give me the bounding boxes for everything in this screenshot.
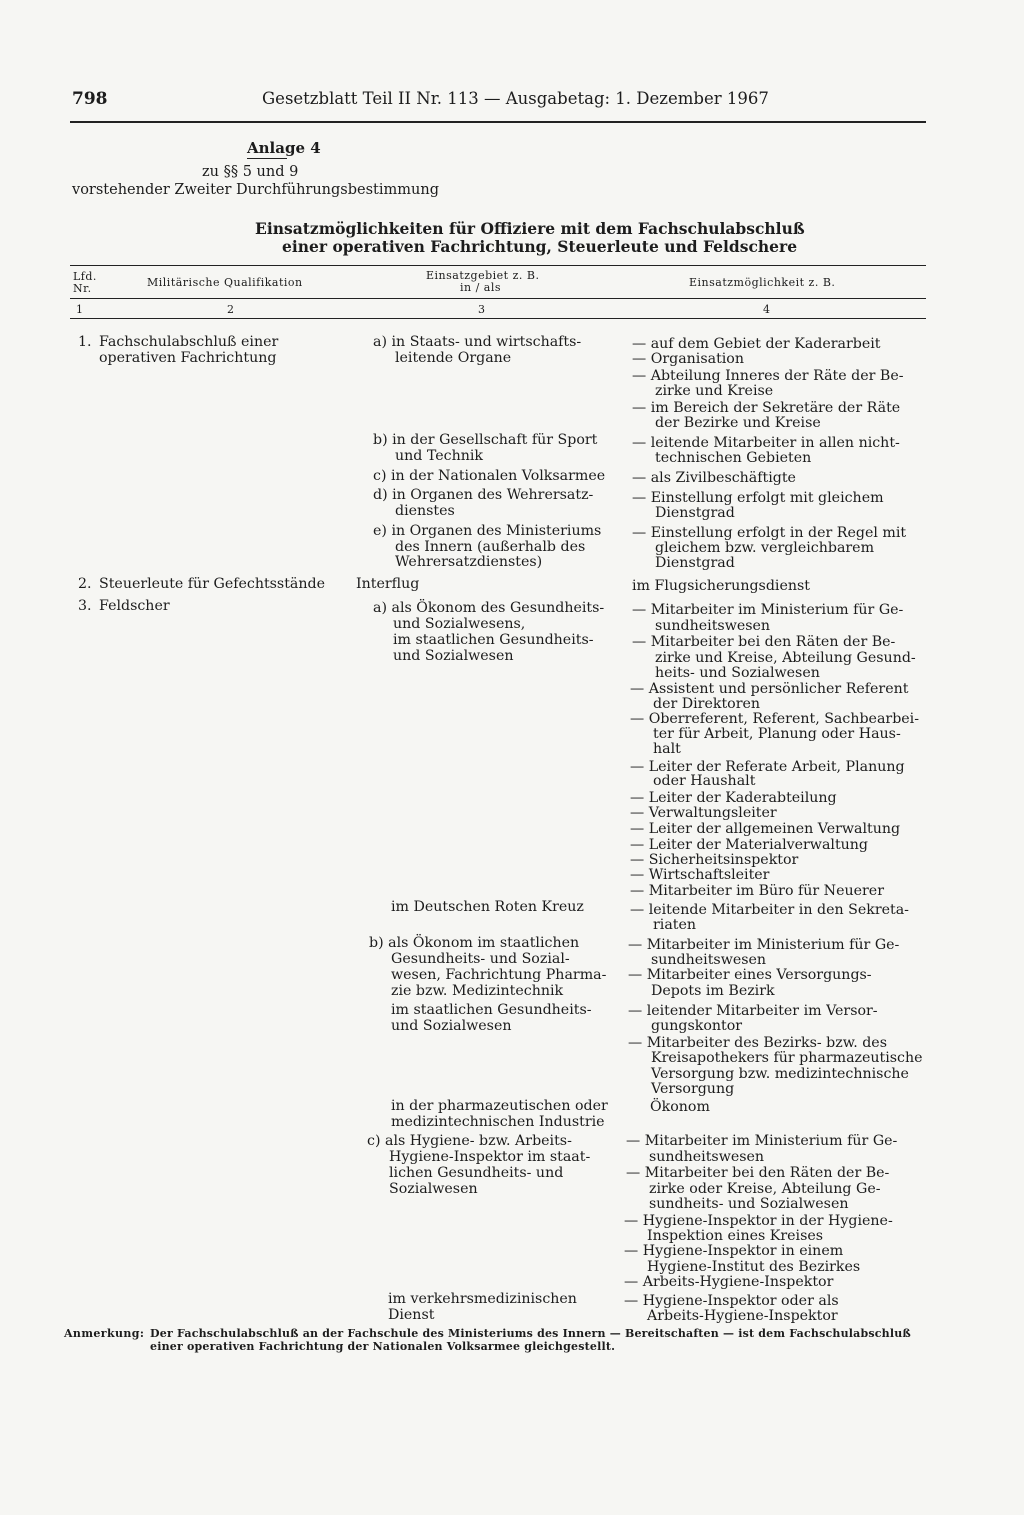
possibility-text: — Oberreferent, Referent, Sachbearbei- <box>630 711 920 727</box>
area-text: medizintechnischen Industrie <box>391 1114 605 1130</box>
possibility-text: zirke oder Kreise, Abteilung Ge- <box>649 1181 881 1197</box>
possibility-text: — Leiter der Kaderabteilung <box>630 790 837 806</box>
possibility-text: — Einstellung erfolgt mit gleichem <box>632 490 884 506</box>
possibility-text: — Sicherheitsinspektor <box>630 852 799 868</box>
possibility-text: — Mitarbeiter bei den Räten der Be- <box>632 634 896 650</box>
header-rule <box>70 121 926 123</box>
possibility-text: Versorgung bzw. medizintechnische <box>651 1066 909 1082</box>
possibility-text: — Mitarbeiter im Ministerium für Ge- <box>632 602 904 618</box>
area-text: leitende Organe <box>395 350 512 366</box>
possibility-text: sundheitswesen <box>655 618 771 634</box>
possibility-text: — Wirtschaftsleiter <box>630 867 770 883</box>
area-text: Gesundheits- und Sozial- <box>391 951 570 967</box>
possibility-text: — Mitarbeiter des Bezirks- bzw. des <box>628 1035 887 1051</box>
table-heading-1: Einsatzmöglichkeiten für Offiziere mit dem Fachschulabschluß <box>255 219 805 238</box>
possibility-text: — als Zivilbeschäftigte <box>632 470 796 486</box>
annex-ref-2: vorstehender Zweiter Durchführungsbestimmung <box>72 182 439 198</box>
possibility-text: Versorgung <box>651 1081 735 1097</box>
area-text: und Sozialwesen <box>393 648 514 664</box>
area-text: c) in der Nationalen Volksarmee <box>373 468 606 484</box>
area-text: Wehrersatzdienstes) <box>395 554 543 570</box>
possibility-text: — Hygiene-Inspektor in der Hygiene- <box>624 1213 893 1229</box>
possibility-text: — Hygiene-Inspektor in einem <box>624 1243 844 1259</box>
area-text: und Sozialwesen <box>391 1018 512 1034</box>
col-num-4: 4 <box>763 303 771 316</box>
possibility-text: Ökonom <box>650 1099 710 1115</box>
possibility-text: Dienstgrad <box>655 555 735 571</box>
area-text: a) als Ökonom des Gesundheits- <box>373 600 605 616</box>
col-qualification-label: Militärische Qualifikation <box>147 276 303 289</box>
annex-title-underline <box>247 158 287 159</box>
area-text: zie bzw. Medizintechnik <box>391 983 564 999</box>
area-text: und Sozialwesens, <box>393 616 526 632</box>
table-header-rule <box>70 298 926 299</box>
area-text: c) als Hygiene- bzw. Arbeits- <box>367 1133 572 1149</box>
area-text: Hygiene-Inspektor im staat- <box>389 1149 591 1165</box>
area-text: d) in Organen des Wehrersatz- <box>373 487 594 503</box>
possibility-text: — Hygiene-Inspektor oder als <box>624 1293 839 1309</box>
possibility-text: — leitende Mitarbeiter in den Sekreta- <box>630 902 909 918</box>
possibility-text: sundheits- und Sozialwesen <box>649 1196 849 1212</box>
possibility-text: heits- und Sozialwesen <box>655 665 820 681</box>
col-num-1: 1 <box>76 303 84 316</box>
qualification-text: Steuerleute für Gefechtsstände <box>99 576 325 592</box>
possibility-text: — Arbeits-Hygiene-Inspektor <box>624 1274 834 1290</box>
possibility-text: sundheitswesen <box>651 952 767 968</box>
possibility-text: — leitende Mitarbeiter in allen nicht- <box>632 435 900 451</box>
row-number: 2. <box>78 576 92 592</box>
qualification-text: Fachschulabschluß einer <box>99 334 279 350</box>
area-text: lichen Gesundheits- und <box>389 1165 564 1181</box>
possibility-text: oder Haushalt <box>653 773 756 789</box>
page-number: 798 <box>72 89 108 109</box>
area-text: im staatlichen Gesundheits- <box>393 632 594 648</box>
area-text: im staatlichen Gesundheits- <box>391 1002 592 1018</box>
area-text: wesen, Fachrichtung Pharma- <box>391 967 607 983</box>
table-top-rule <box>70 265 926 266</box>
area-text: und Technik <box>395 448 483 464</box>
area-text: b) in der Gesellschaft für Sport <box>373 432 598 448</box>
possibility-text: technischen Gebieten <box>655 450 812 466</box>
possibility-text: Depots im Bezirk <box>651 983 775 999</box>
possibility-text: — im Bereich der Sekretäre der Räte <box>632 400 901 416</box>
area-text: in der pharmazeutischen oder <box>391 1098 608 1114</box>
col-lfd-label: Lfd. <box>73 270 97 283</box>
running-title: Gesetzblatt Teil II Nr. 113 — Ausgabetag: 1. Dezember 1967 <box>262 89 769 108</box>
col-area-sublabel: in / als <box>460 281 502 294</box>
possibility-text: — Leiter der Materialverwaltung <box>630 837 869 853</box>
area-text: Sozialwesen <box>389 1181 478 1197</box>
note-text-1: Der Fachschulabschluß an der Fachschule des Ministeriums des Innern — Bereitschaften — ist dem Fachschulabschluß <box>150 1327 911 1340</box>
qualification-text: operativen Fachrichtung <box>99 350 277 366</box>
col-num-2: 2 <box>227 303 235 316</box>
annex-ref-1: zu §§ 5 und 9 <box>202 164 299 180</box>
possibility-text: der Bezirke und Kreise <box>655 415 821 431</box>
qualification-text: Feldscher <box>99 598 170 614</box>
possibility-text: — Mitarbeiter bei den Räten der Be- <box>626 1165 890 1181</box>
possibility-text: — auf dem Gebiet der Kaderarbeit <box>632 336 881 352</box>
possibility-text: zirke und Kreise <box>655 383 774 399</box>
area-text: Dienst <box>388 1307 435 1323</box>
area-text: b) als Ökonom im staatlichen <box>369 935 580 951</box>
table-numbers-rule <box>70 318 926 319</box>
possibility-text: zirke und Kreise, Abteilung Gesund- <box>655 650 916 666</box>
area-text: a) in Staats- und wirtschafts- <box>373 334 582 350</box>
col-nr-label: Nr. <box>73 282 92 295</box>
possibility-text: Inspektion eines Kreises <box>647 1228 824 1244</box>
col-possibility-label: Einsatzmöglichkeit z. B. <box>689 276 836 289</box>
possibility-text: gleichem bzw. vergleichbarem <box>655 540 875 556</box>
area-text: e) in Organen des Ministeriums <box>373 523 602 539</box>
possibility-text: Arbeits-Hygiene-Inspektor <box>647 1308 838 1324</box>
possibility-text: Dienstgrad <box>655 505 735 521</box>
possibility-text: riaten <box>653 917 697 933</box>
area-text: Interflug <box>356 576 420 592</box>
possibility-text: im Flugsicherungsdienst <box>632 578 810 594</box>
possibility-text: — Leiter der allgemeinen Verwaltung <box>630 821 901 837</box>
possibility-text: — Mitarbeiter im Ministerium für Ge- <box>626 1133 898 1149</box>
possibility-text: Kreisapothekers für pharmazeutische <box>651 1050 923 1066</box>
possibility-text: der Direktoren <box>653 696 761 712</box>
row-number: 3. <box>78 598 92 614</box>
possibility-text: — Mitarbeiter im Büro für Neuerer <box>630 883 884 899</box>
area-text: im verkehrsmedizinischen <box>388 1291 577 1307</box>
area-text: des Innern (außerhalb des <box>395 539 586 555</box>
possibility-text: — Abteilung Inneres der Räte der Be- <box>632 368 904 384</box>
possibility-text: gungskontor <box>651 1018 743 1034</box>
possibility-text: — Organisation <box>632 351 744 367</box>
col-area-label: Einsatzgebiet z. B. <box>426 269 540 282</box>
possibility-text: — Einstellung erfolgt in der Regel mit <box>632 525 907 541</box>
possibility-text: — Mitarbeiter eines Versorgungs- <box>628 967 872 983</box>
area-text: im Deutschen Roten Kreuz <box>391 899 584 915</box>
col-num-3: 3 <box>478 303 486 316</box>
area-text: dienstes <box>395 503 455 519</box>
possibility-text: sundheitswesen <box>649 1149 765 1165</box>
annex-title: Anlage 4 <box>247 139 321 157</box>
possibility-text: — Assistent und persönlicher Referent <box>630 681 909 697</box>
note-label: Anmerkung: <box>64 1327 145 1340</box>
possibility-text: — leitender Mitarbeiter im Versor- <box>628 1003 878 1019</box>
possibility-text: — Leiter der Referate Arbeit, Planung <box>630 759 905 775</box>
possibility-text: — Mitarbeiter im Ministerium für Ge- <box>628 937 900 953</box>
possibility-text: — Verwaltungsleiter <box>630 805 777 821</box>
table-heading-2: einer operativen Fachrichtung, Steuerleute und Feldschere <box>282 237 798 256</box>
row-number: 1. <box>78 334 92 350</box>
note-text-2: einer operativen Fachrichtung der Nationalen Volksarmee gleichgestellt. <box>150 1340 616 1353</box>
possibility-text: halt <box>653 741 681 757</box>
possibility-text: Hygiene-Institut des Bezirkes <box>647 1259 861 1275</box>
possibility-text: ter für Arbeit, Planung oder Haus- <box>653 726 901 742</box>
